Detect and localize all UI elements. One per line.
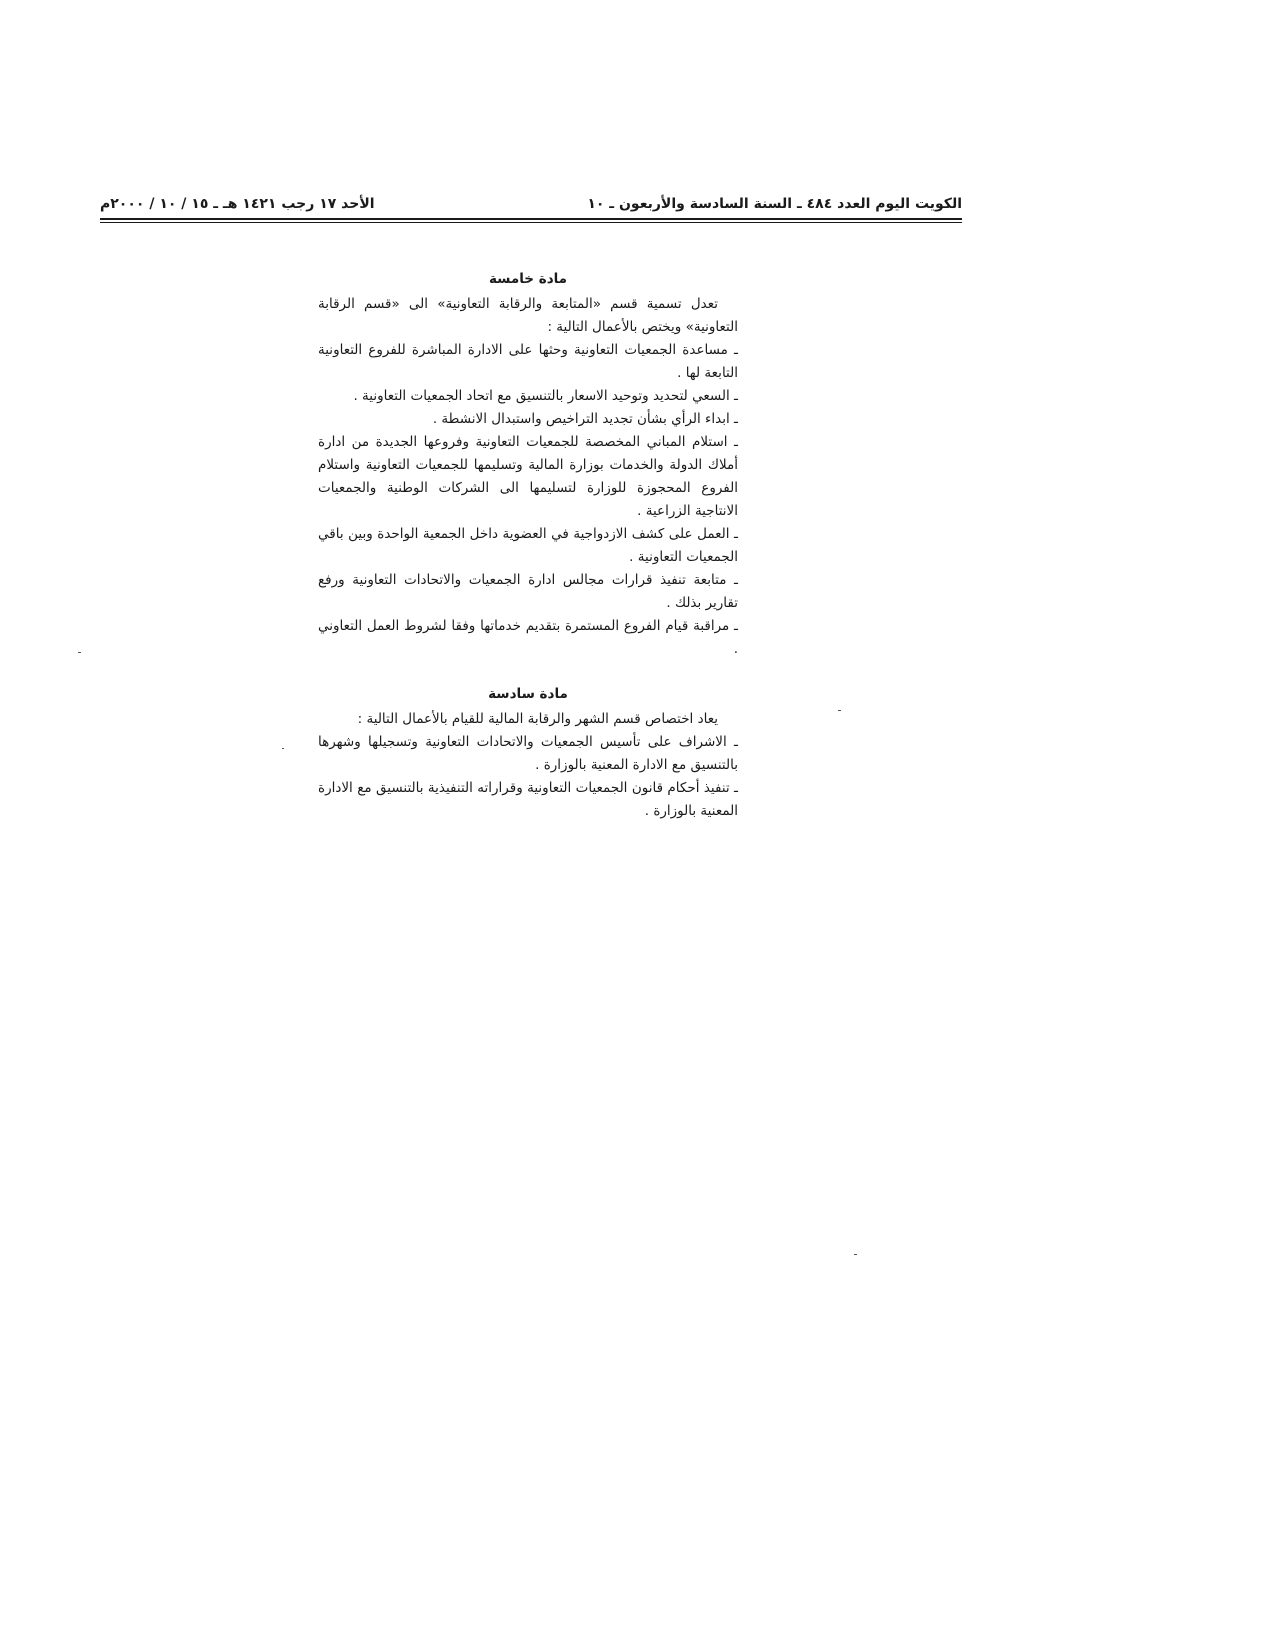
article-5-heading: مادة خامسة [488,271,568,287]
article-6 [318,683,738,823]
article-5-intro: تعدل تسمية قسم «المتابعة والرقابة التعاونية» الى «قسم الرقابة التعاونية» ويختص بالأعمال التالية : [318,296,738,335]
article-6-item: ـ تنفيذ أحكام قانون الجمعيات التعاونية وقراراته التنفيذية بالتنسيق مع الادارة المعنية بالوزارة . [318,780,738,819]
scan-speck [838,710,841,711]
header-rule-thick [100,218,962,220]
article-5-item: ـ العمل على كشف الازدواجية في العضوية داخل الجمعية الواحدة وبين باقي الجمعيات التعاونية . [318,526,738,565]
scan-speck [854,1254,857,1255]
article-5-item: ـ مراقبة قيام الفروع المستمرة بتقديم خدماتها وفقا لشروط العمل التعاوني . [318,618,738,657]
article-5-item: ـ مساعدة الجمعيات التعاونية وحثها على الادارة المباشرة للفروع التعاونية التابعة لها . [318,342,738,381]
article-5 [318,268,738,661]
text-column [318,268,738,823]
article-5-item: ـ استلام المباني المخصصة للجمعيات التعاونية وفروعها الجديدة من ادارة أملاك الدولة والخدمات بوزارة المالية وتسليمها للجمعيات التعاونية واستلام الفروع المحجوزة للوزارة لتسليمها الى الشركات الوطنية والجمعيات الانتاجية الزراعية . [318,434,738,519]
header-date: الأحد ١٧ رجب ١٤٢١ هـ ـ ١٥ / ١٠ / ٢٠٠٠م [100,196,375,212]
article-5-item: ـ متابعة تنفيذ قرارات مجالس ادارة الجمعيات والاتحادات التعاونية ورفع تقارير بذلك . [318,572,738,611]
article-6-item: ـ الاشراف على تأسيس الجمعيات والاتحادات التعاونية وتسجيلها وشهرها بالتنسيق مع الادارة المعنية بالوزارة . [318,734,738,773]
article-5-item: ـ السعي لتحديد وتوحيد الاسعار بالتنسيق مع اتحاد الجمعيات التعاونية . [353,388,738,404]
article-6-intro: يعاد اختصاص قسم الشهر والرقابة المالية للقيام بالأعمال التالية : [357,711,718,727]
header-issue-info: الكويت اليوم العدد ٤٨٤ ـ السنة السادسة والأربعون ـ ١٠ [587,196,962,212]
scan-speck [78,652,81,653]
header-rule-thin [100,222,962,223]
article-6-heading: مادة سادسة [488,686,568,702]
section-spacer [318,661,738,683]
scan-speck [282,748,284,749]
article-5-item: ـ ابداء الرأي بشأن تجديد التراخيص واستبدال الانشطة . [432,411,738,427]
